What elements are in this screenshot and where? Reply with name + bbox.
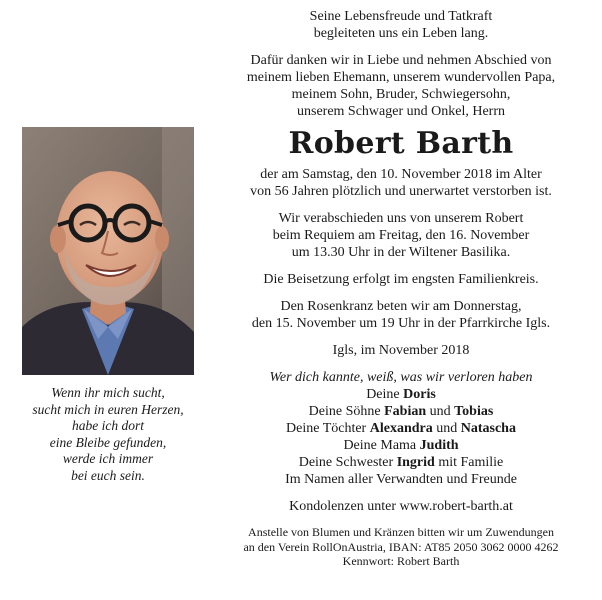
death-paragraph (208, 166, 594, 200)
thanks-line: meinem Sohn, Bruder, Schwiegersohn, (291, 87, 511, 102)
family-intro: Wer dich kannte, weiß, was wir verloren haben (269, 370, 533, 385)
family-member-name: Ingrid (396, 455, 435, 470)
condolences-link: Kondolenzen unter www.robert-barth.at (289, 499, 513, 514)
family-connector: und (426, 404, 455, 419)
family-connector: und (432, 421, 461, 436)
donation-line: Kennwort: Robert Barth (342, 554, 460, 568)
burial-note: Die Beisetzung erfolgt im engsten Familienkreis. (263, 272, 539, 287)
family-relatives: Im Namen aller Verwandten und Freunde (285, 472, 517, 487)
deceased-name: Robert Barth (288, 126, 514, 161)
thanks-line: Dafür danken wir in Liebe und nehmen Abschied von (250, 53, 552, 68)
thanks-line: unserem Schwager und Onkel, Herrn (297, 104, 505, 119)
header-quote (208, 8, 594, 42)
header-line: Seine Lebensfreude und Tatkraft (309, 9, 493, 24)
family-label: Deine (366, 387, 404, 402)
family-member-name: Fabian (384, 404, 427, 419)
requiem-paragraph (208, 210, 594, 261)
obituary-text (208, 8, 594, 569)
family-daughters (208, 420, 594, 437)
family-label: Deine Mama (343, 438, 420, 453)
rosary-line: Den Rosenkranz beten wir am Donnerstag, (280, 299, 522, 314)
family-wife (208, 386, 594, 403)
family-mother (208, 437, 594, 454)
thanks-line: meinem lieben Ehemann, unserem wundervollen Papa, (246, 70, 556, 85)
poem-line: bei euch sein. (71, 467, 145, 483)
family-label: Deine Schwester (298, 455, 397, 470)
thanks-paragraph (208, 52, 594, 120)
poem-line: Wenn ihr mich sucht, (51, 385, 165, 400)
donation-line: Anstelle von Blumen und Kränzen bitten wir um Zuwendungen (248, 525, 554, 539)
family-sons (208, 403, 594, 420)
family-sister (208, 454, 594, 471)
requiem-line: Wir verabschieden uns von unserem Robert (278, 211, 524, 226)
family-list (208, 369, 594, 488)
poem-line: sucht mich in euren Herzen, (32, 401, 184, 417)
donation-line: an den Verein RollOnAustria, IBAN: AT85 2050 3062 0000 4262 (243, 539, 559, 554)
family-member-name: Natascha (460, 421, 516, 436)
family-label: Deine Söhne (308, 404, 385, 419)
place-date: Igls, im November 2018 (332, 343, 470, 358)
rosary-paragraph (208, 298, 594, 332)
poem-line: eine Bleibe gefunden, (49, 434, 167, 450)
family-member-name: Tobias (454, 404, 494, 419)
poem-line: habe ich dort (72, 418, 144, 433)
family-label: Deine Töchter (286, 421, 370, 436)
rosary-line: den 15. November um 19 Uhr in der Pfarrkirche Igls. (251, 316, 551, 331)
death-line: der am Samstag, den 10. November 2018 im Alter (260, 167, 542, 182)
family-label: mit Familie (434, 455, 504, 470)
donation-note (208, 525, 594, 569)
portrait-photo (22, 127, 194, 375)
poem-line: werde ich immer (62, 451, 154, 466)
poem (8, 385, 208, 484)
family-member-name: Doris (403, 387, 436, 402)
family-member-name: Judith (419, 438, 459, 453)
requiem-line: um 13.30 Uhr in der Wiltener Basilika. (291, 245, 511, 260)
header-line: begleiteten uns ein Leben lang. (313, 26, 489, 41)
requiem-line: beim Requiem am Freitag, den 16. November (272, 228, 530, 243)
death-line: von 56 Jahren plötzlich und unerwartet verstorben ist. (250, 184, 552, 199)
family-member-name: Alexandra (369, 421, 433, 436)
